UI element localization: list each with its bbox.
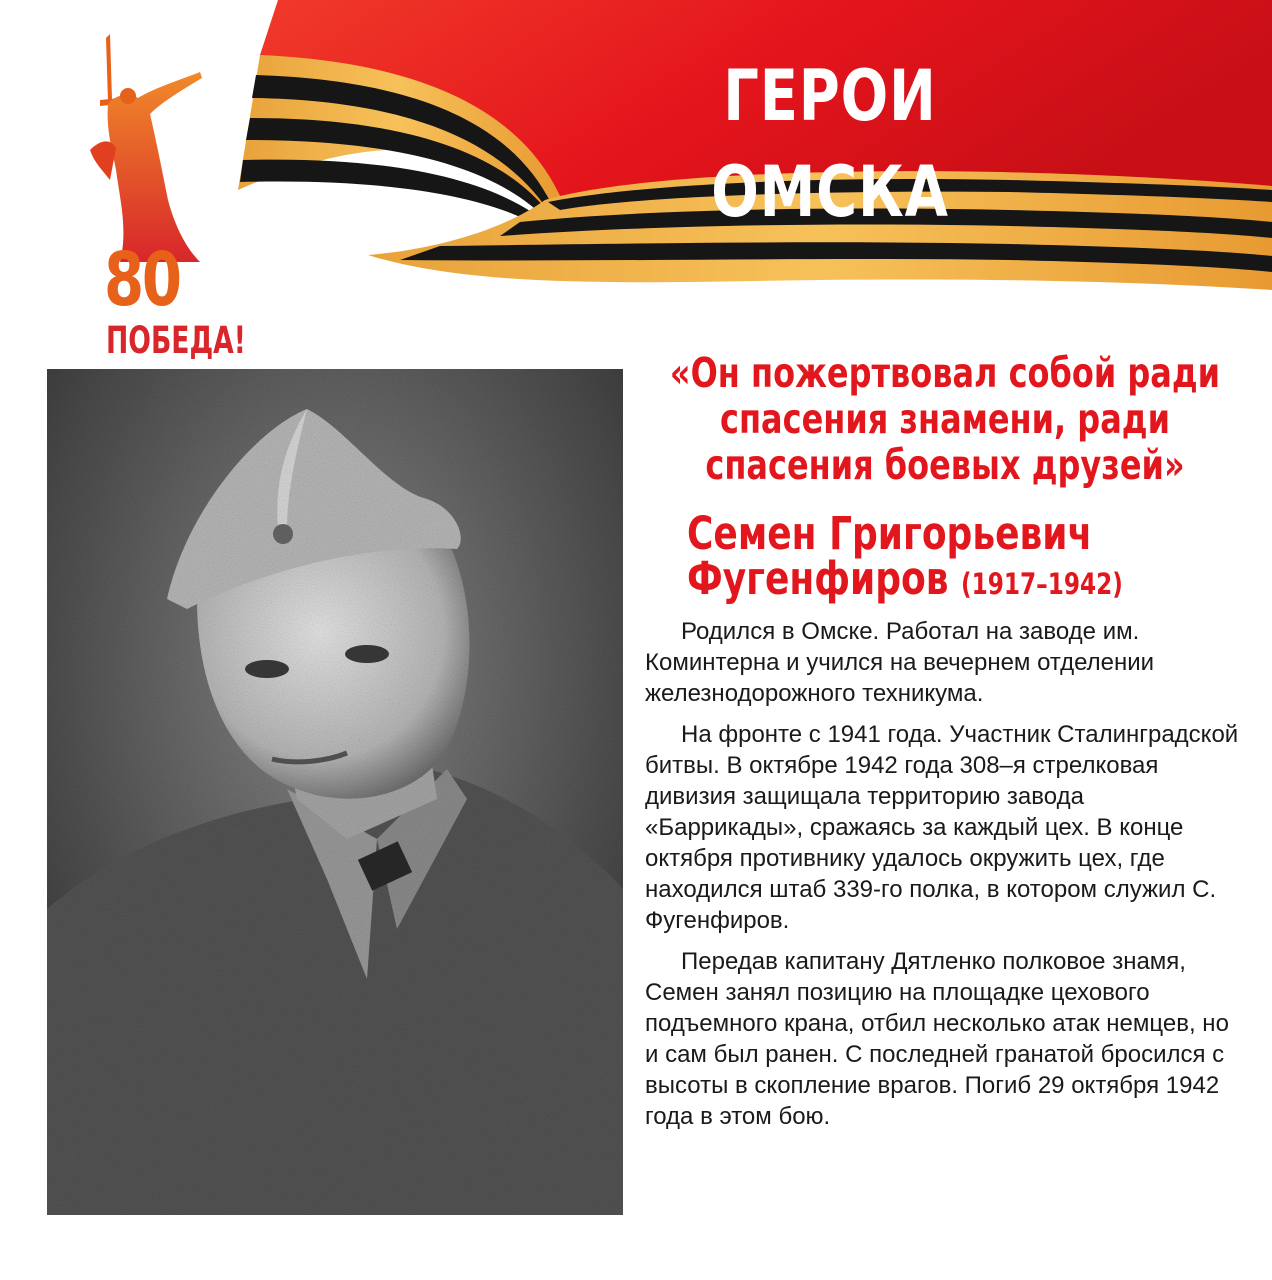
- portrait-photo: [47, 369, 623, 1215]
- biography: [645, 616, 1245, 1132]
- bio-paragraph: Передав капитану Дятленко полковое знамя, Семен занял позицию на площадке цехового подъемного крана, отбил несколько атак немцев, но и сам был ранен. С последней гранатой бросился с высоты в скопление врагов. Погиб 29 октября 1942 года в этом бою.: [645, 948, 1229, 1130]
- logo-word: ПОБЕДА!: [106, 319, 246, 362]
- person-name: [687, 507, 1133, 605]
- bio-paragraph: На фронте с 1941 года. Участник Сталинградской битвы. В октябре 1942 года 308–я стрелковая дивизия защищала территорию завода «Баррикады», сражаясь за каждый цех. В конце октября противнику удалось окружить цех, где находился штаб 339-го полка, в котором служил С. Фугенфиров.: [645, 721, 1239, 934]
- headline-quote: «Он пожертвовал собой ради спасения знамени, ради спасения боевых друзей»: [669, 349, 1221, 489]
- portrait-illustration: [47, 369, 623, 1215]
- bio-paragraph: Родился в Омске. Работал на заводе им. Коминтерна и учился на вечернем отделении железнодорожного техникума.: [645, 618, 1155, 707]
- victory-80-logo: [50, 30, 246, 362]
- motherland-statue-icon: [50, 30, 220, 270]
- logo-number: 80: [104, 237, 180, 323]
- person-years: (1917–1942): [960, 567, 1123, 601]
- article-content: [645, 350, 1245, 1142]
- person-first-name: Семен Григорьевич: [687, 507, 1093, 560]
- page-title: ГЕРОИ ОМСКА: [711, 55, 949, 233]
- person-surname: Фугенфиров: [687, 552, 949, 605]
